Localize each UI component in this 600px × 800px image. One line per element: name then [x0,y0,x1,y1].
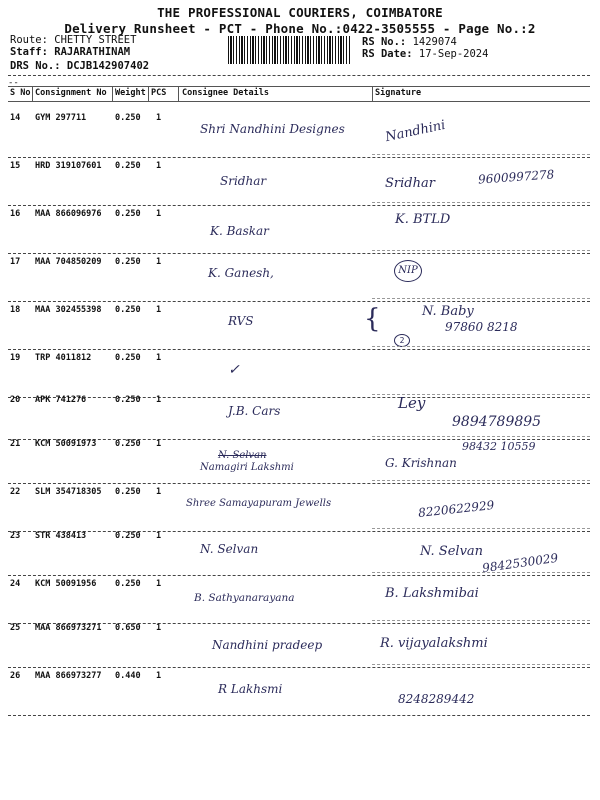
row-signature: G. Krishnan [385,456,457,470]
table-row [0,528,600,576]
runsheet-title: Delivery Runsheet - PCT - Phone No.:0422-3505555 - Page No.:2 [64,21,536,36]
row-sno: 14 [10,113,21,123]
row-phone: 9842530029 [481,550,559,576]
col-weight: Weight [115,88,146,98]
signature-line [372,202,590,203]
row-pcs: 1 [156,531,162,541]
row-consignee: K. Baskar [210,224,269,238]
col-divider [112,86,113,101]
row-weight: 0.250 [115,395,141,405]
table-header-border [8,101,590,102]
staff-line [10,46,130,58]
table-row [0,110,600,158]
row-consignment-no: STR 438413 [35,531,87,541]
row-pcs: 1 [156,579,162,589]
row-consignee: N. Selvan [218,450,267,461]
row-weight: 0.250 [115,531,141,541]
row-consignment-no: MAA 866096976 [35,209,102,219]
row-consignee: R Lakhsmi [218,682,283,696]
table-row [0,254,600,302]
row-signature: K. BTLD [395,212,451,227]
row-weight: 0.250 [115,439,141,449]
signature-line [372,572,590,573]
table-row [0,392,600,440]
row-pcs: 1 [156,113,162,123]
row-sno: 22 [10,487,21,497]
col-consignee: Consignee Details [182,88,269,98]
barcode [228,36,350,64]
table-row [0,576,600,624]
row-weight: 0.250 [115,579,141,589]
rs-no-value: 1429074 [412,36,457,48]
staff-label: Staff: [10,46,48,58]
row-weight: 0.250 [115,487,141,497]
row-sno: 16 [10,209,21,219]
row-consignment-no: MAA 866973277 [35,671,102,681]
row-signature: N. Baby [422,304,474,319]
row-consignment-no: MAA 866973271 [35,623,102,633]
row-consignee: Sridhar [220,174,267,188]
col-divider [372,86,373,101]
row-sno: 23 [10,531,21,541]
row-consignee: Nandhini pradeep [212,638,323,652]
row-consignee: Shree Samayapuram Jewells [186,498,332,509]
row-pcs: 1 [156,395,162,405]
row-weight: 0.250 [115,305,141,315]
col-divider [148,86,149,101]
table-row [0,668,600,716]
rs-no-label: RS No.: [362,36,407,48]
table-row [0,302,600,350]
col-sno: S No [10,88,31,98]
row-consignment-no: TRP 4011812 [35,353,92,363]
table-row [0,436,600,484]
dashes-mark: -- [8,78,19,88]
row-sno: 17 [10,257,21,267]
rs-date-label: RS Date: [362,48,413,60]
row-weight: 0.250 [115,209,141,219]
circle-two-mark: 2 [394,334,410,347]
route-value: CHETTY STREET [54,34,137,46]
col-pcs: PCS [151,88,167,98]
table-row [0,484,600,532]
row-pcs: 1 [156,257,162,267]
row-pcs: 1 [156,305,162,315]
row-consignment-no: HRD 319107601 [35,161,102,171]
signature-line [372,298,590,299]
row-consignee: N. Selvan [200,542,259,556]
table-top-border [8,86,590,87]
row-phone: 98432 10559 [462,440,536,453]
col-divider [178,86,179,101]
row-consignment-no: GYM 297711 [35,113,87,123]
row-consignment-no: APK 741276 [35,395,87,405]
row-pcs: 1 [156,671,162,681]
row-consignee-alt: Namagiri Lakshmi [200,462,294,473]
rs-date-line [362,48,488,60]
signature-line [372,480,590,481]
row-phone: 97860 8218 [445,320,518,334]
row-pcs: 1 [156,487,162,497]
row-weight: 0.250 [115,257,141,267]
row-phone: 8248289442 [398,692,475,706]
row-consignee: K. Ganesh, [208,266,274,280]
table-row [0,206,600,254]
drs-line [10,60,149,72]
row-sno: 24 [10,579,21,589]
table-row [0,350,600,398]
row-sno: 26 [10,671,21,681]
route-line [10,34,136,46]
row-phone: 9600997278 [477,167,555,187]
row-consignee: Shri Nandhini Designes [200,122,345,136]
table-row [0,158,600,206]
col-divider [32,86,33,101]
row-weight: 0.250 [115,161,141,171]
route-label: Route: [10,34,48,46]
row-sno: 19 [10,353,21,363]
row-signature: N. Selvan [420,544,484,559]
drs-label: DRS No.: [10,60,61,72]
row-signature: Nandhini [384,117,447,146]
signature-line [372,664,590,665]
row-consignee: ✓ [228,362,240,378]
rs-date-value: 17-Sep-2024 [418,48,489,60]
row-divider [8,715,590,716]
row-phone: 9894789895 [452,414,542,430]
bracket-mark: { [364,304,381,334]
row-consignment-no: SLM 354718305 [35,487,102,497]
row-consignee: B. Sathyanarayana [194,592,295,604]
row-consignment-no: MAA 704850209 [35,257,102,267]
row-signature: NIP [394,260,422,282]
row-pcs: 1 [156,439,162,449]
row-signature: B. Lakshmibai [385,586,479,601]
signature-line [372,154,590,155]
row-consignee: J.B. Cars [228,404,281,418]
row-pcs: 1 [156,353,162,363]
header-divider [8,75,590,76]
row-signature: Sridhar [385,176,435,191]
row-consignment-no: MAA 302455398 [35,305,102,315]
row-sno: 25 [10,623,21,633]
row-consignment-no: KCM 50091973 [35,439,97,449]
row-sno: 15 [10,161,21,171]
company-title: THE PROFESSIONAL COURIERS, COIMBATORE [157,5,443,20]
row-pcs: 1 [156,161,162,171]
col-consignment: Consignment No [35,88,107,98]
row-weight: 0.250 [115,113,141,123]
row-consignment-no: KCM 50091956 [35,579,97,589]
row-weight: 0.440 [115,671,141,681]
signature-line [372,346,590,347]
row-sno: 18 [10,305,21,315]
row-signature: Ley [398,394,426,412]
signature-line [372,250,590,251]
col-signature: Signature [375,88,422,98]
row-signature: R. vijayalakshmi [380,636,488,651]
table-row [0,620,600,668]
row-consignee: RVS [228,314,254,328]
row-pcs: 1 [156,209,162,219]
staff-value: RAJARATHINAM [54,46,131,58]
rs-no-line [362,36,457,48]
row-weight: 0.250 [115,353,141,363]
row-sno: 21 [10,439,21,449]
row-phone: 8220622929 [417,498,495,520]
drs-value: DCJB142907402 [66,60,150,72]
row-pcs: 1 [156,623,162,633]
row-sno: 20 [10,395,21,405]
row-weight: 0.650 [115,623,141,633]
